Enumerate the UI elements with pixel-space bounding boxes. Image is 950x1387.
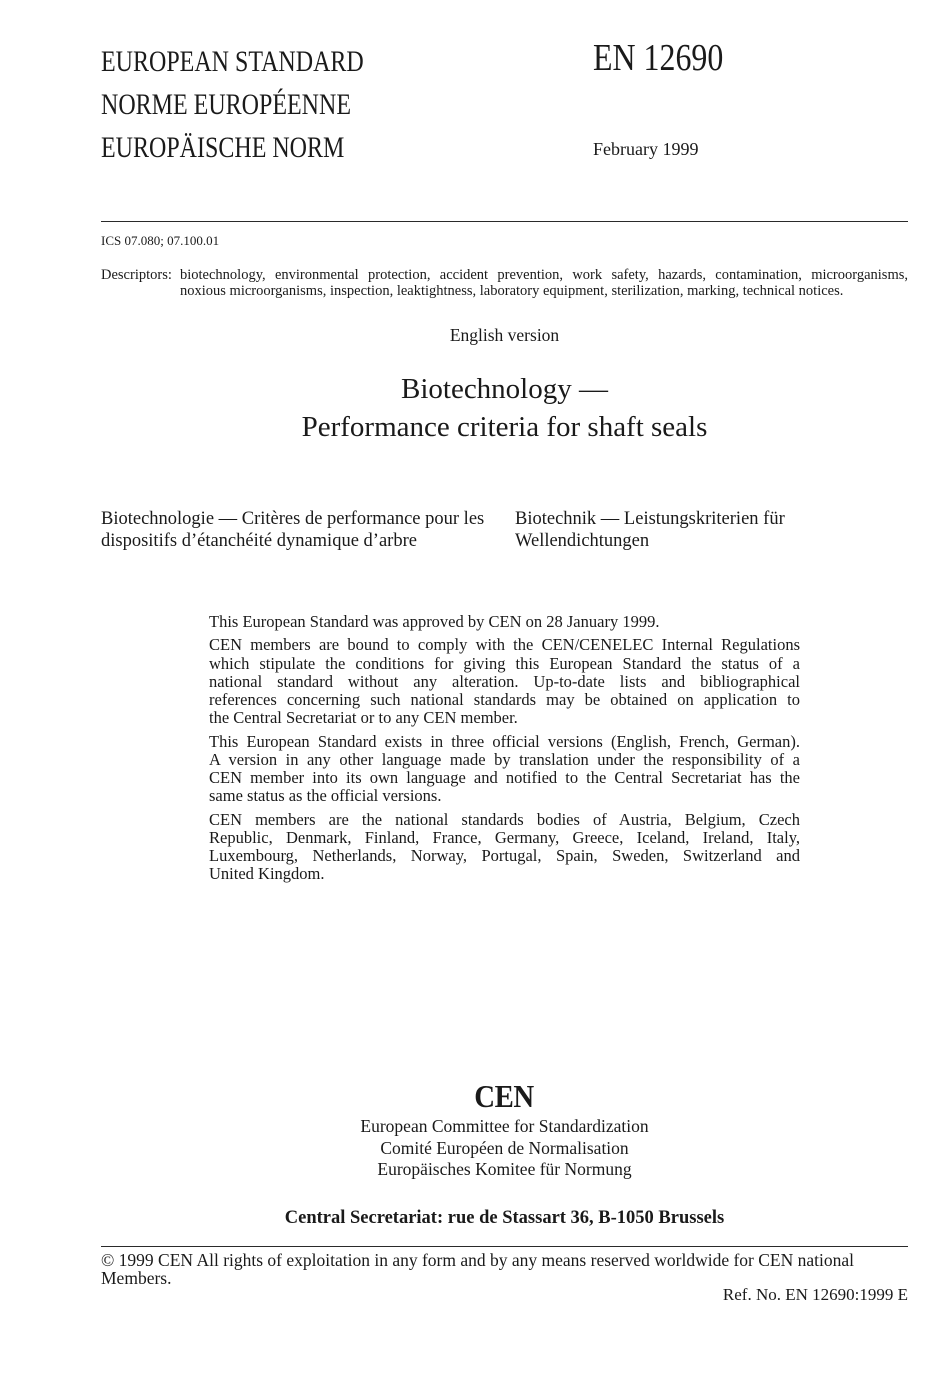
title-line-1: Biotechnology —: [400, 373, 608, 405]
regulations-paragraph: [209, 636, 800, 727]
members-paragraph: [209, 811, 800, 884]
language-version: English version: [449, 325, 560, 345]
cen-name-english: European Committee for Standardization: [360, 1116, 649, 1136]
secretariat-address: Central Secretariat: rue de Stassart 36, B-1050 Brussels: [284, 1208, 725, 1228]
descriptors-line: noxious microorganisms, inspection, leaktightness, laboratory equipment, sterilization, marking, technical notices.: [180, 283, 844, 299]
reference-number: Ref. No. EN 12690:1999 E: [722, 1285, 908, 1304]
text-line: CEN members are bound to comply with the CEN/CENELEC Internal Regulations: [209, 635, 800, 655]
text-line: national standard without any alteration. Up-to-date lists and bibliographical: [209, 671, 800, 691]
copyright-notice: [101, 1251, 908, 1287]
translated-titles: [101, 508, 908, 552]
standard-name-english: EUROPEAN STANDARD: [101, 45, 364, 78]
descriptors-line: biotechnology, environmental protection, accident prevention, work safety, hazards, contamination, microorganisms,: [180, 267, 908, 283]
text-line: which stipulate the conditions for giving this European Standard the status of a: [209, 653, 800, 673]
approval-statement: [209, 613, 800, 889]
cen-name-french: Comité Européen de Normalisation: [380, 1137, 629, 1158]
descriptors: [101, 267, 908, 299]
text-line: Luxembourg, Netherlands, Norway, Portugal, Spain, Sweden, Switzerland and: [209, 846, 800, 865]
ics-code: ICS 07.080; 07.100.01: [101, 233, 220, 248]
standard-names: [101, 40, 429, 169]
text-line: CEN member into its own language and notified to the Central Secretariat has the: [209, 768, 800, 787]
german-title: Biotechnik — Leistungskriterien für Wellendichtungen: [515, 509, 785, 551]
top-divider: [101, 221, 908, 222]
text-line: references concerning such national standards may be obtained on application to: [209, 690, 800, 709]
document-title: [101, 370, 908, 446]
cen-name-german: Europäisches Komitee für Normung: [377, 1159, 632, 1179]
text-line: This European Standard exists in three official versions (English, French, German).: [209, 731, 800, 751]
versions-paragraph: [209, 733, 800, 806]
cen-logo: [101, 1078, 908, 1114]
descriptors-list: [180, 267, 908, 299]
text-line: This European Standard was approved by CEN on 28 January 1999.: [209, 612, 660, 631]
text-line: same status as the official versions.: [209, 786, 442, 806]
text-line: the Central Secretariat or to any CEN member.: [209, 708, 518, 728]
standard-name-german: EUROPÄISCHE NORM: [101, 131, 345, 164]
standard-number: EN 12690: [593, 37, 724, 79]
approval-paragraph: [209, 613, 800, 631]
standard-name-french: NORME EUROPÉENNE: [101, 88, 351, 121]
publication-date: February 1999: [593, 139, 699, 159]
copyright-line: Members.: [101, 1268, 172, 1288]
cen-logo-text: CEN: [474, 1078, 535, 1114]
descriptors-label: Descriptors:: [101, 267, 172, 283]
text-line: United Kingdom.: [209, 864, 325, 884]
text-line: CEN members are the national standards bodies of Austria, Belgium, Czech: [209, 809, 800, 829]
text-line: Republic, Denmark, Finland, France, Germany, Greece, Iceland, Ireland, Italy,: [209, 827, 800, 847]
title-line-2: Performance criteria for shaft seals: [301, 411, 708, 443]
text-line: A version in any other language made by translation under the responsibility of a: [209, 749, 800, 769]
cen-names: [101, 1116, 908, 1181]
bottom-divider: [101, 1246, 908, 1247]
copyright-line: © 1999 CEN All rights of exploitation in any form and by any means reserved worldwide for CEN national: [101, 1250, 855, 1270]
french-title: Biotechnologie — Critères de performance pour les dispositifs d’étanchéité dynamique d’arbre: [101, 509, 485, 551]
